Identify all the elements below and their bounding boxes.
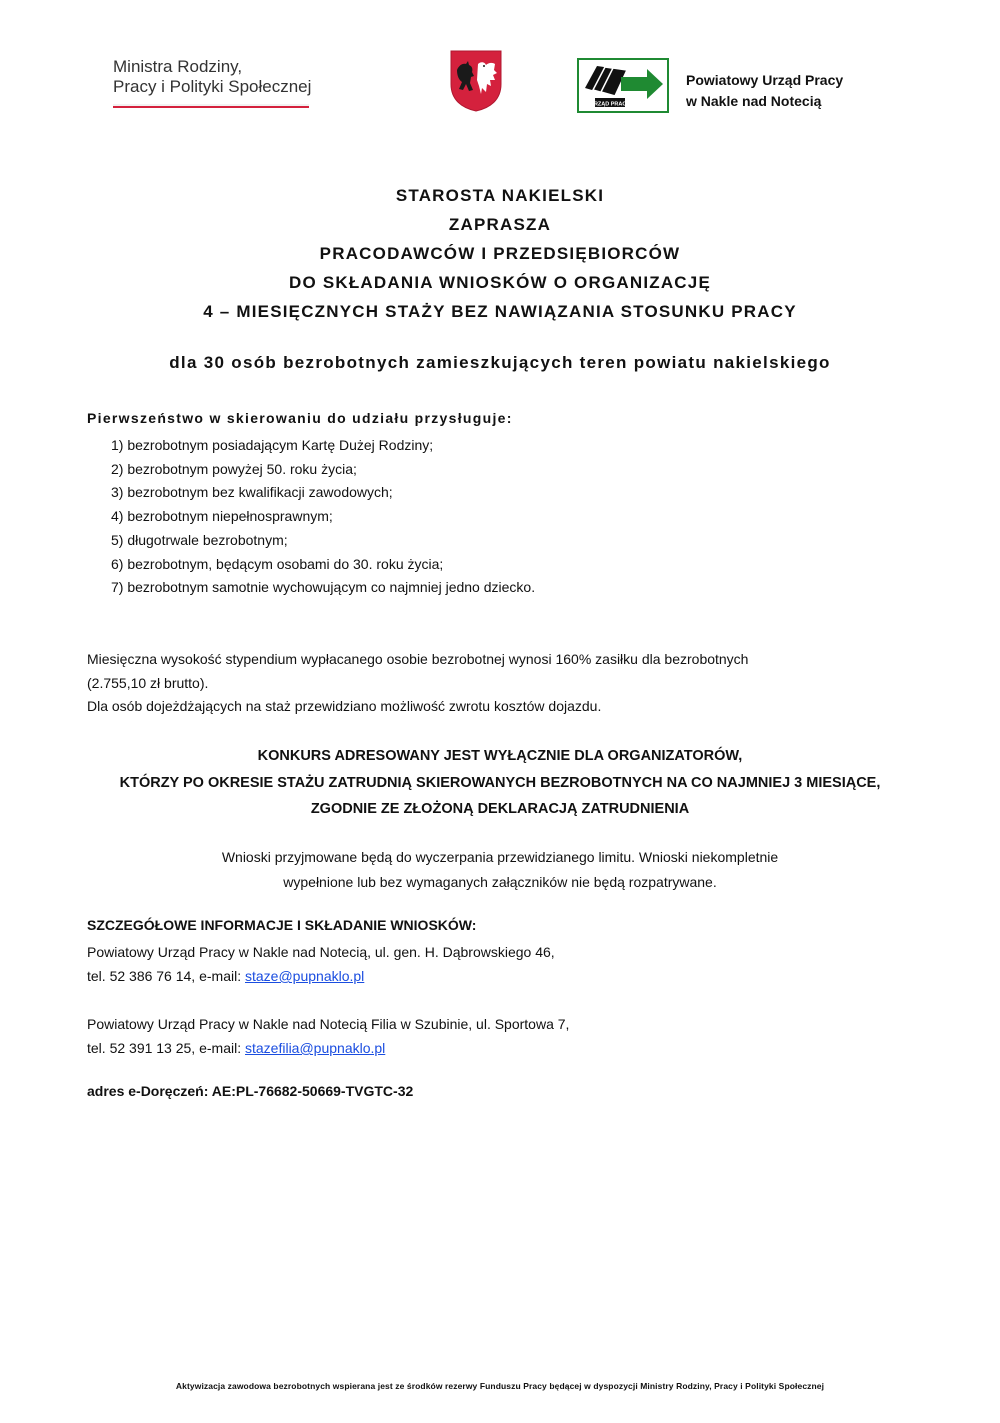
competition-line-2: KTÓRZY PO OKRESIE STAŻU ZATRUDNIĄ SKIEROWANYCH BEZROBOTNYCH NA CO NAJMNIEJ 3 MIESIĄCE,: [119, 774, 881, 791]
list-item: 1) bezrobotnym posiadającym Kartę Dużej Rodziny;: [111, 437, 434, 453]
competition-notice: [0, 743, 1000, 823]
office1-email-link[interactable]: staze@pupnaklo.pl: [245, 968, 365, 984]
details-heading: SZCZEGÓŁOWE INFORMACJE I SKŁADANIE WNIOSKÓW:: [87, 917, 477, 933]
competition-line-1: KONKURS ADRESOWANY JEST WYŁĄCZNIE DLA ORGANIZATORÓW,: [257, 748, 743, 764]
stipend-line-1: Miesięczna wysokość stypendium wypłacanego osobie bezrobotnej wynosi 160% zasiłku dla bezrobotnych: [87, 651, 749, 667]
page-subtitle: dla 30 osób bezrobotnych zamieszkujących teren powiatu nakielskiego: [169, 353, 831, 372]
pup-logo: [577, 58, 669, 113]
title-line-3: PRACODAWCÓW I PRZEDSIĘBIORCÓW: [319, 244, 681, 263]
list-item: 2) bezrobotnym powyżej 50. roku życia;: [111, 460, 357, 477]
applications-notice: [0, 845, 1000, 895]
crest-icon: [450, 50, 502, 112]
ministry-line-2: Pracy i Polityki Społecznej: [113, 77, 312, 96]
contact-details: [87, 940, 569, 1060]
county-crest-logo: [450, 50, 502, 112]
ministry-line-1: Ministra Rodziny,: [113, 57, 243, 76]
list-item: 7) bezrobotnym samotnie wychowującym co najmniej jedno dziecko.: [111, 579, 536, 596]
priority-heading: Pierwszeństwo w skierowaniu do udziału przysługuje:: [87, 410, 513, 426]
list-item: 3) bezrobotnym bez kwalifikacji zawodowych;: [111, 484, 393, 501]
office-name-line-2: w Nakle nad Notecią: [686, 93, 822, 109]
office2-contact: [87, 1036, 569, 1060]
urzad-pracy-logo-icon: [577, 58, 669, 113]
list-item: 4) bezrobotnym niepełnosprawnym;: [111, 508, 333, 525]
funding-footer: Aktywizacja zawodowa bezrobotnych wspierana jest ze środków rezerwy Funduszu Pracy będącej w dyspozycji Ministry Rodziny, Pracy i Polityki Społecznej: [175, 1381, 825, 1391]
office1-phone: tel. 52 386 76 14, e-mail:: [87, 968, 245, 984]
priority-list: [111, 434, 535, 600]
title-line-4: DO SKŁADANIA WNIOSKÓW O ORGANIZACJĘ: [289, 273, 711, 292]
office2-address: Powiatowy Urząd Pracy w Nakle nad Notecią Filia w Szubinie, ul. Sportowa 7,: [87, 1016, 570, 1032]
ministry-logo-text: [113, 57, 311, 97]
office-name-line-1: Powiatowy Urząd Pracy: [686, 72, 844, 88]
office-name: [686, 70, 843, 112]
applications-line-2: wypełnione lub bez wymaganych załączników nie będą rozpatrywane.: [283, 874, 717, 890]
list-item: 5) długotrwale bezrobotnym;: [111, 531, 288, 548]
e-delivery-address: adres e-Doręczeń: AE:PL-76682-50669-TVGTC-32: [87, 1083, 414, 1099]
title-line-5: 4 – MIESIĘCZNYCH STAŻY BEZ NAWIĄZANIA STOSUNKU PRACY: [203, 302, 797, 321]
stipend-line-2: (2.755,10 zł brutto).: [87, 674, 209, 691]
title-line-1: STAROSTA NAKIELSKI: [395, 186, 605, 205]
office1-address: Powiatowy Urząd Pracy w Nakle nad Notecią, ul. gen. H. Dąbrowskiego 46,: [87, 944, 555, 960]
list-item: 6) bezrobotnym, będącym osobami do 30. roku życia;: [111, 555, 444, 572]
pup-logo-caption: URZĄD PRACY: [589, 101, 631, 108]
office2-email-link[interactable]: stazefilia@pupnaklo.pl: [245, 1040, 386, 1056]
ministry-flag-bar: [113, 104, 309, 108]
office2-phone: tel. 52 391 13 25, e-mail:: [87, 1040, 245, 1056]
competition-line-3: ZGODNIE ZE ZŁOŻONĄ DEKLARACJĄ ZATRUDNIENIA: [310, 801, 690, 817]
applications-line-1: Wnioski przyjmowane będą do wyczerpania przewidzianego limitu. Wnioski niekompletnie: [221, 849, 779, 865]
stipend-info: [87, 648, 748, 719]
office1-contact: [87, 964, 569, 988]
page-title: [0, 181, 1000, 326]
stipend-line-3: Dla osób dojeżdżających na staż przewidziano możliwość zwrotu kosztów dojazdu.: [87, 698, 602, 714]
title-line-2: ZAPRASZA: [448, 215, 552, 234]
